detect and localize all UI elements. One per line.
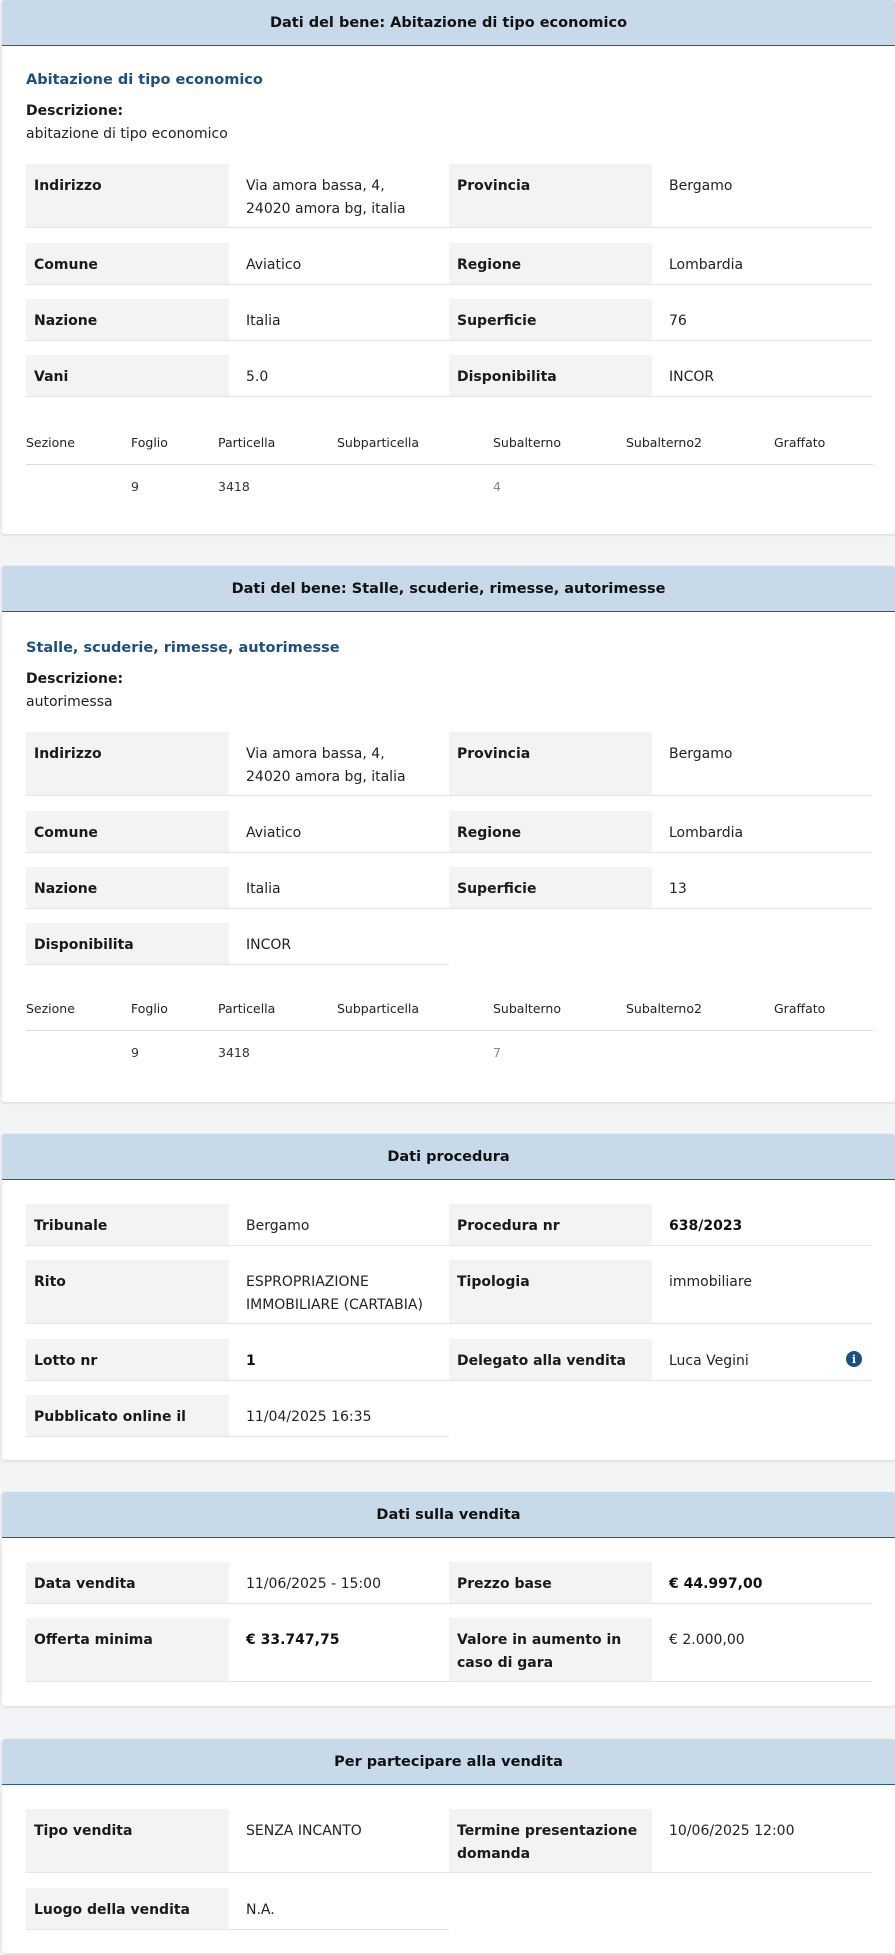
field-offerta-minima [26,1618,449,1682]
field-label: Rito [26,1260,229,1323]
field-value: 11/06/2025 - 15:00 [246,1576,381,1592]
field-rito [26,1260,449,1324]
bene-subtitle: Stalle, scuderie, rimesse, autorimesse [26,640,340,656]
field-disponibilita [26,923,449,965]
field-tipo-vendita [26,1809,449,1873]
field-label: Prezzo base [449,1562,652,1603]
cell-foglio: 9 [131,479,139,494]
field-value: 13 [669,881,687,897]
field-label: Data vendita [26,1562,229,1603]
field-label: Regione [449,243,652,284]
field-value: Lombardia [669,257,744,273]
field-nazione [26,299,449,341]
field-superficie [449,867,872,909]
col-subparticella: Subparticella [337,1001,420,1016]
card-header: Dati sulla vendita [2,1492,895,1538]
field-indirizzo [26,164,449,228]
col-subparticella: Subparticella [337,435,420,450]
field-label: Offerta minima [26,1618,229,1681]
bene-card-2 [2,566,895,1102]
vendita-card [2,1492,895,1706]
field-label: Pubblicato online il [26,1395,229,1436]
col-sezione: Sezione [26,1001,75,1016]
procedura-card [2,1134,895,1460]
field-value: Bergamo [669,178,733,194]
catasto-header-row [26,987,873,1031]
field-termine [449,1809,872,1873]
field-label: Comune [26,243,229,284]
field-value: ESPROPRIAZIONE IMMOBILIARE (CARTABIA) [246,1274,423,1313]
bene-subtitle: Abitazione di tipo economico [26,72,263,88]
catasto-header-row [26,421,873,465]
card-header: Dati procedura [2,1134,895,1180]
field-label: Vani [26,355,229,396]
field-lotto [26,1339,449,1381]
field-comune [26,243,449,285]
field-tribunale [26,1204,449,1246]
field-value: Lombardia [669,825,744,841]
field-superficie [449,299,872,341]
field-value: 76 [669,313,687,329]
catasto-table [26,421,873,509]
field-pubblicato [26,1395,449,1437]
cell-foglio: 9 [131,1045,139,1060]
info-icon[interactable]: i [846,1351,862,1367]
field-provincia [449,164,872,228]
field-label: Procedura nr [449,1204,652,1245]
cell-particella: 3418 [218,1045,250,1060]
field-value: 10/06/2025 12:00 [669,1823,795,1839]
field-value: € 33.747,75 [246,1632,340,1648]
bene-card-1 [2,0,895,534]
field-comune [26,811,449,853]
field-label: Lotto nr [26,1339,229,1380]
field-label: Tribunale [26,1204,229,1245]
field-value: Italia [246,881,281,897]
col-particella: Particella [218,1001,276,1016]
description-label: Descrizione: [26,103,124,119]
field-procedura-nr [449,1204,872,1246]
card-header: Dati del bene: Abitazione di tipo economico [2,0,895,46]
description-value: abitazione di tipo economico [26,126,228,142]
description-value: autorimessa [26,694,113,710]
field-vani [26,355,449,397]
field-label: Delegato alla vendita [449,1339,652,1380]
field-label: Valore in aumento in caso di gara [449,1618,652,1681]
col-particella: Particella [218,435,276,450]
col-subalterno2: Subalterno2 [626,435,702,450]
field-regione [449,243,872,285]
col-foglio: Foglio [131,435,168,450]
field-prezzo-base [449,1562,872,1604]
field-value: Aviatico [246,825,302,841]
card-header: Per partecipare alla vendita [2,1739,895,1785]
field-label: Nazione [26,867,229,908]
field-value: 1 [246,1353,256,1369]
cell-particella: 3418 [218,479,250,494]
field-label: Regione [449,811,652,852]
field-nazione [26,867,449,909]
field-label: Termine presentazione domanda [449,1809,652,1872]
field-label: Indirizzo [26,732,229,795]
card-header: Dati del bene: Stalle, scuderie, rimesse, autorimesse [2,566,895,612]
cell-subalterno: 7 [493,1045,501,1060]
field-label: Superficie [449,867,652,908]
col-subalterno: Subalterno [493,435,562,450]
col-sezione: Sezione [26,435,75,450]
field-value: Via amora bassa, 4, 24020 amora bg, italia [246,746,406,785]
field-regione [449,811,872,853]
field-label: Provincia [449,732,652,795]
field-label: Tipo vendita [26,1809,229,1872]
field-luogo [26,1888,449,1930]
field-value: Bergamo [669,746,733,762]
field-value: 5.0 [246,369,269,385]
field-disponibilita [449,355,872,397]
field-label: Luogo della vendita [26,1888,229,1929]
field-label: Tipologia [449,1260,652,1323]
field-value: Via amora bassa, 4, 24020 amora bg, italia [246,178,406,217]
field-value: Italia [246,313,281,329]
catasto-table [26,987,873,1075]
field-value: SENZA INCANTO [246,1823,362,1839]
field-value: N.A. [246,1902,275,1918]
field-label: Comune [26,811,229,852]
cell-subalterno: 4 [493,479,501,494]
field-value: Luca Vegini [669,1353,749,1369]
field-label: Indirizzo [26,164,229,227]
description-label: Descrizione: [26,671,124,687]
catasto-row [26,1031,873,1075]
col-subalterno2: Subalterno2 [626,1001,702,1016]
field-valore-aumento [449,1618,872,1682]
field-value: € 2.000,00 [669,1632,745,1648]
field-value: INCOR [246,937,292,953]
col-subalterno: Subalterno [493,1001,562,1016]
catasto-row [26,465,873,509]
field-data-vendita [26,1562,449,1604]
col-foglio: Foglio [131,1001,168,1016]
field-value: immobiliare [669,1274,752,1290]
field-value: 11/04/2025 16:35 [246,1409,372,1425]
field-label: Nazione [26,299,229,340]
field-label: Provincia [449,164,652,227]
field-label: Disponibilita [26,923,229,964]
col-graffato: Graffato [774,1001,826,1016]
field-value: 638/2023 [669,1218,743,1234]
field-value: INCOR [669,369,715,385]
field-label: Superficie [449,299,652,340]
field-label: Disponibilita [449,355,652,396]
field-value: Aviatico [246,257,302,273]
field-tipologia [449,1260,872,1324]
field-delegato [449,1339,872,1381]
field-value: Bergamo [246,1218,310,1234]
field-value: € 44.997,00 [669,1576,763,1592]
col-graffato: Graffato [774,435,826,450]
field-indirizzo [26,732,449,796]
partecipare-card [2,1739,895,1953]
field-provincia [449,732,872,796]
